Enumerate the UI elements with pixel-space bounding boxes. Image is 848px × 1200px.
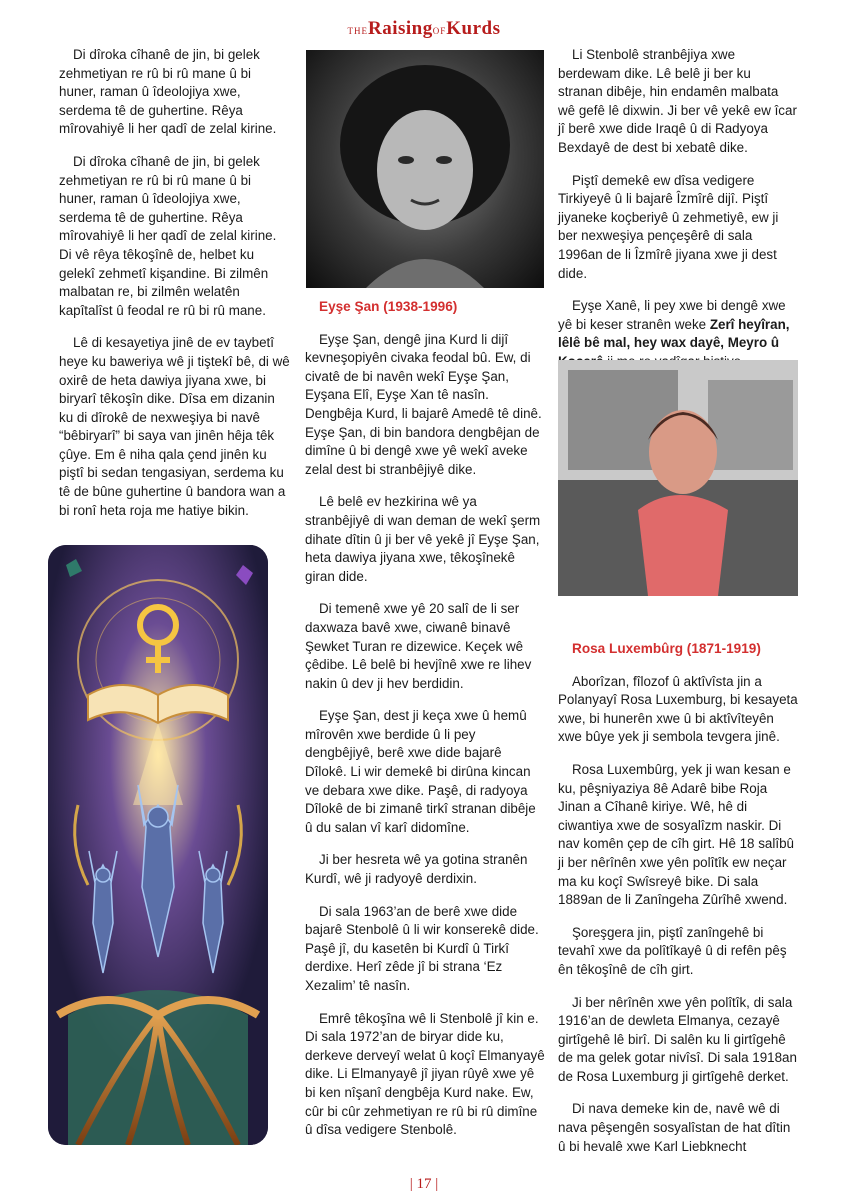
figure-head <box>148 807 168 827</box>
paragraph: Di dîroka cîhanê de jin, bi gelek zehmetiyan re rû bi rû mane û bi huner, raman û îdeolojiya xwe, serdema tê de guhertine. Rêya mîrovahiyê li her qadî de zelal kirine. Di vê rêya têkoşînê de, helbet ku gelekî zehmetî kişandine. Bi zilmên malbatan re, bi zilmên welatên kapîtalîst û feodal re rû bi rû mane. <box>59 153 277 318</box>
paragraph: Di nava demeke kin de, navê wê di nava pêşengên sosyalîstan de hat dîtin û bi hevalê xwe Karl Liebknecht <box>558 1101 791 1154</box>
paragraph: Ji ber nêrînên xwe yên polîtîk, di sala 1916’an de dewleta Elmanya, cezayê girtîgehê lê birî. Di salên ku li girtîgehê de ma gelek gotar nivîsî. Di sala 1918an de Rosa Luxemburg ji girtîgehê derket. <box>558 994 797 1084</box>
paragraph: Piştî demekê ew dîsa vedigere Tirkiyeyê û li bajarê Îzmîrê dijî. Piştî jiyaneke koçberiyê û zehmetiyê, ew ji ber nexweşiya pençeşêrê di sala 1996an de li Îzmîrê jiyana xwe ji dest dide. <box>558 172 779 281</box>
eye <box>436 156 452 164</box>
figure-head <box>96 868 110 882</box>
women-illustration <box>48 545 268 1145</box>
portrait-graphic <box>306 50 544 288</box>
page-number: | 17 | <box>409 1176 439 1192</box>
rosa-luxemburg-photo <box>558 360 798 596</box>
column-1 <box>59 46 291 534</box>
paragraph: Lê belê ev hezkirina wê ya stranbêjiyê di wan deman de wekî şerm dihate dîtin û ji ber vê yekê jî Eyşe Şan, heta dawiya jiyana xwe, têkoşînekê giran dide. <box>305 494 541 584</box>
building <box>708 380 793 470</box>
paragraph: Emrê têkoşîna wê li Stenbolê jî kin e. Di sala 1972’an de biryar dide ku, derkeve derveyî welat û koçî Elmanyayê dike. Li Elmanyayê jî jiyan rûyê xwe yê bi ken nîşanî dengbêja Kurd nake. Ew, cûr bi cûr zehmetiyan re rû bi rû dimîne û dîsa vedigere Stenbolê. <box>305 1010 545 1138</box>
paragraph: Aborîzan, fîlozof û aktîvîsta jin a Polanyayî Rosa Luxemburg, bi kesayeta xwe, bi hunerên xwe û bi aktîvîteyên xwe bûye yek ji sembola tevgera jinê. <box>558 673 798 745</box>
illustration-graphic <box>48 545 268 1145</box>
column-2 <box>305 298 545 1154</box>
songs-intro: Eyşe Xanê, li pey xwe bi dengê xwe yê bi keser stranên weke <box>558 298 786 332</box>
paragraph: Ji ber hesreta wê ya gotina stranên Kurdî, wê ji radyoyê derdixin. <box>305 852 528 887</box>
paragraph: Di dîroka cîhanê de jin, bi gelek zehmetiyan re rû bi rû mane û bi huner, raman û îdeolojiya xwe, serdema tê de guhertine. Rêya mîrovahiyê li her qadî de zelal kirine. <box>59 47 277 137</box>
masthead-kurds: Kurds <box>446 18 501 39</box>
paragraph: Lê di kesayetiya jinê de ev taybetî heye ku baweriya wê ji tiştekî bê, di wê oxirê de heta dawiya jiyana xwe, bi biryarî têkoşîn dike. Dîsa em dizanin ku di dîrokê de nexweşiya bi navê “bêbiryarî” bi saya van jinên hêja têk çûye. Em ê niha qala çend jinên ku piştî bi sedan tengasiyan, serdema ku tê de bûne guhertine û bandora wan a bi ronî heta roja me hatiye bikin. <box>59 335 290 518</box>
face <box>377 110 473 230</box>
eye <box>398 156 414 164</box>
paragraph: Li Stenbolê stranbêjiya xwe berdewam dike. Lê belê ji ber ku stranan dibêje, hin endamên malbata wê gefê lê dixwin. Ji ber vê yekê ew îcar jî berê xwe dide Iraqê û di Radyoya Bexdayê de dest bi xebatê dike. <box>558 47 797 155</box>
page-number-value: 17 <box>416 1176 432 1192</box>
masthead <box>0 18 848 40</box>
paragraph: Di sala 1963’an de berê xwe dide bajarê Stenbolê û li wir konserekê dide. Paşê jî, du kasetên bi Kurdî û Tirkî derdixe. Herî zêde jî bi strana ‘Ez Xezalim’ tê nasîn. <box>305 903 539 993</box>
column-3-lower <box>558 640 798 1170</box>
masthead-raising: Raising <box>367 18 433 39</box>
paragraph: Di temenê xwe yê 20 salî de li ser daxwaza bavê xwe, ciwanê binavê Şewket Turan re dizewice. Keçek wê çêdibe. Lê belê bi hevjînê xwe re lihev nakin û dev ji hev berdidin. <box>305 601 532 691</box>
masthead-the: THE <box>347 26 368 36</box>
shoulders <box>366 259 484 288</box>
songs-list: Zerî heyîran, lêlê bê mal, hey wax dayê, Meyro û <box>558 316 790 351</box>
paragraph: Eyşe Şan, dest ji keça xwe û hemû mîrovên xwe berdide û li pey dengbêjiyê, berê xwe dide bajarê Dîlokê. Li wir demekê bi dirûna kincan ve debara xwe dike. Paşê, di radyoya Dîlokê de bi zimanê tirkî stranan dibêje û du salan vî karî didomîne. <box>305 708 536 835</box>
eyse-san-photo <box>306 50 544 288</box>
paragraph: Eyşe Şan, dengê jina Kurd li dijî kevneşopiyên civaka feodal bû. Ew, di civatê de bi navên wekî Eyşe Şan, Eyşana Elî, Eyşe Xan tê nasîn. Dengbêja Kurd, li bajarê Amedê tê dinê. Eyşe Şan, di bin bandora dengbêjan de dimîne û bi dengê xwe yê wekî aveke zelal dest bi stranbêjiyê dike. <box>305 331 542 477</box>
portrait-graphic <box>558 360 798 596</box>
masthead-of: OF <box>432 26 447 36</box>
column-3 <box>558 46 798 386</box>
figure-head <box>206 868 220 882</box>
dress <box>638 495 728 596</box>
rosa-luxemburg-caption: Rosa Luxembûrg (1871-1919) <box>572 641 761 656</box>
face <box>649 410 717 494</box>
paragraph: Rosa Luxembûrg, yek ji wan kesan e ku, pêşniyaziya 8ê Adarê bibe Roja Jinan a Cîhanê kiriye. Wê, hê di ciwantiya xwe de sosyalîzm naskir. Di nav komên çep de cîh girt. Hê 18 salîbû ji ber nêrînên xwe yên polîtîk ew neçar ma ku koçî Swîsreyê bike. Di sala 1889an de li Zanîngeha Zûrîhê xwend. <box>558 761 794 908</box>
paragraph: Şoreşgera jin, piştî zanîngehê bi tevahî xwe da polîtîkayê û di refên pêş ên têkoşînê de cîh girt. <box>558 924 787 977</box>
eyse-san-caption: Eyşe Şan (1938-1996) <box>319 299 458 314</box>
